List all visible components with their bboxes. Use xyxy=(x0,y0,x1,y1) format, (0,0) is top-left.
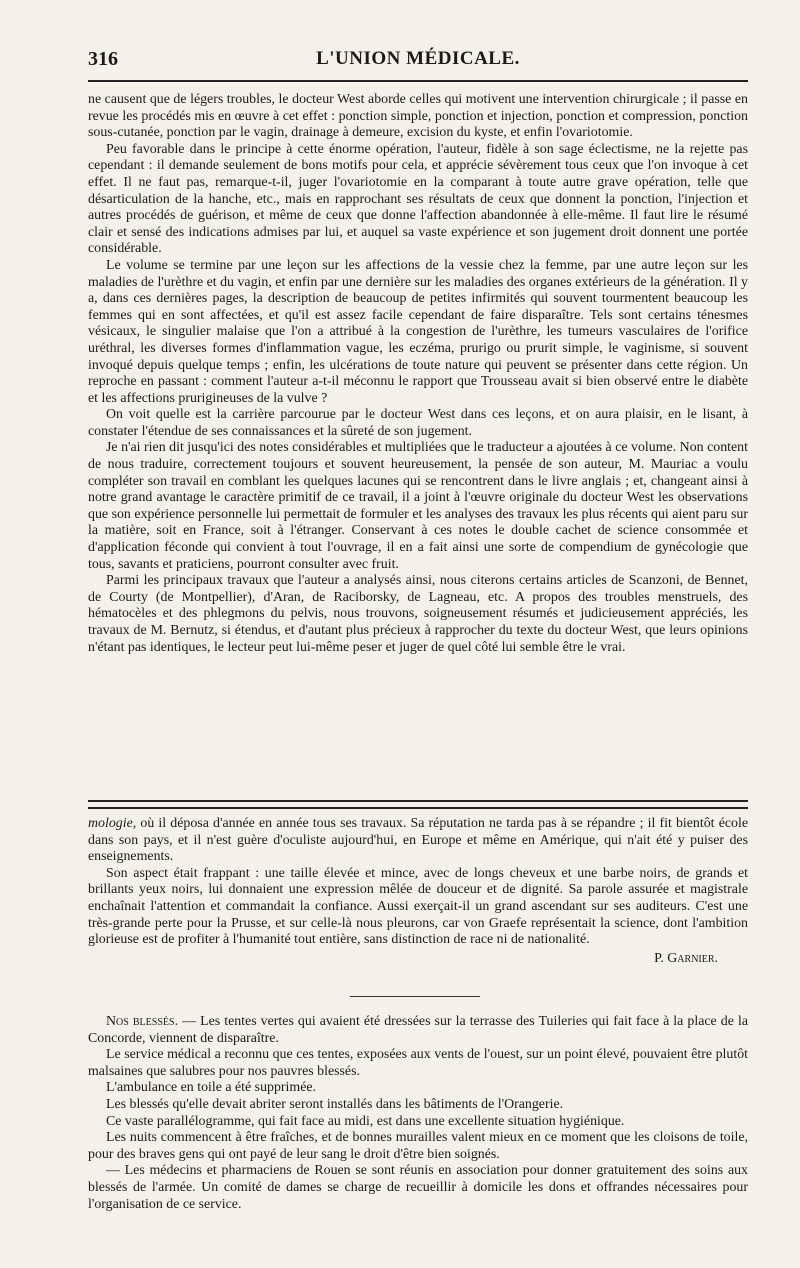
news-paragraph: Ce vaste parallélogramme, qui fait face au midi, est dans une excellente situation hygiénique. xyxy=(106,1113,625,1129)
news-paragraph: L'ambulance en toile a été supprimée. xyxy=(106,1080,317,1096)
news-paragraph: Les nuits commencent à être fraîches, et de bonnes murailles valent mieux en ce moment que les cloisons de toile, pour des braves gens qui ont payé de leur sang le droit d'être bien soignés. xyxy=(88,1130,748,1162)
news-paragraph: — Les médecins et pharmaciens de Rouen se sont réunis en association pour donner gratuitement des soins aux blessés de l'armée. Un comité de dames se charge de recueillir à domicile les dons et offrandes nécessaires pour l'organisation de ce service. xyxy=(88,1163,748,1212)
news-section xyxy=(88,1014,748,1213)
review-paragraph: Je n'ai rien dit jusqu'ici des notes considérables et multipliées que le traducteur a ajoutées à ce volume. Non content de nous traduire, correctement toujours et souvent heureusement, la pensée de son auteur, M. Mauriac a voulu compléter son travail en comblant les quelques lacunes qui se rencontrent dans le livre anglais ; et, changeant ainsi à notre grand avantage le caractère primitif de ce travail, il a joint à l'œuvre originale du docteur West les observations que son expérience personnelle lui permettait de formuler et les analyses des travaux les plus récents qui aient paru sur la matière, soit en France, soit à l'étranger. Conservant à ces notes le double cachet de science consommée et d'application féconde qui convient à tout l'ouvrage, il en a fait ainsi une sorte de compendium de gynécologie que tous, savants et praticiens, pourront consulter avec fruit. xyxy=(88,440,748,572)
review-paragraph: Parmi les principaux travaux que l'auteur a analysés ainsi, nous citerons certains articles de Scanzoni, de Bennet, de Courty (de Montpellier), d'Aran, de Raciborsky, de Lagneau, etc. A propos des troubles menstruels, des hématocèles et des phlegmons du pelvis, nous trouvons, soigneusement résumés et judicieusement appréciés, les travaux de M. Bernutz, si étendus, et d'autant plus précieux à rapprocher du texte du docteur West, que leurs opinions n'étant pas identiques, le lecteur peut lui-même peser et juger de quel côté lui semble être le vrai. xyxy=(88,573,748,655)
review-paragraph: Peu favorable dans le principe à cette énorme opération, l'auteur, fidèle à son sage éclectisme, ne la rejette pas cependant : il demande seulement de bons motifs pour cela, et apprécie sévèrement tous ceux que l'on invoque à cet effet. Il ne faut pas, remarque-t-il, juger l'ovariotomie en la comparant à toute autre grave opération, telle que désarticulation de la hanche, etc., mais en rapprochant ses résultats de ceux que donnent la ponction, l'injection et autres procédés de guérison, et même de ceux que donne l'affection abandonnée à elle-même. Il faut lire le résumé clair et sensé des indications admises par lui, et auquel sa vaste expérience et son jugement droit donnent une portée considérable. xyxy=(88,141,748,257)
author-signature: P. Garnier. xyxy=(654,950,718,966)
news-paragraph xyxy=(88,1014,748,1047)
news-lead-text: — Les tentes vertes qui avaient été dressées sur la terrasse des Tuileries qui fait face à la place de la Concorde, viennent de disparaître. xyxy=(88,1014,748,1046)
news-heading: Nos blessés. xyxy=(106,1014,179,1029)
section-divider xyxy=(350,996,480,997)
feuilleton-text: où il déposa d'année en année tous ses travaux. Sa réputation ne tarda pas à se répandre ; il fit bientôt école dans son pays, et il n'est guère d'oculiste aujourd'hui, en Europe et même en Amérique, qui n'ait été y puiser des enseignements. xyxy=(88,816,748,865)
header-rule xyxy=(88,80,748,82)
review-paragraph: Le volume se termine par une leçon sur les affections de la vessie chez la femme, par une autre leçon sur les maladies de l'urèthre et du vagin, et enfin par une dernière sur les maladies des organes extérieurs de la génération. Il y a, dans ces dernières pages, la description de beaucoup de petites infirmités qui souvent tourmentent beaucoup les femmes qui en sont affectées, et qu'il est assez facile cependant de faire disparaître. Tels sont certains ténesmes vésicaux, le singulier malaise que l'on a attribué à la congestion de l'urèthre, les tumeurs vasculaires de l'orifice uréthral, les diverses formes d'inflammation vague, les eczéma, prurigo ou prurit simple, le vaginisme, si souvent invoqué depuis quelque temps ; enfin, les ulcérations de toute nature qui peuvent se présenter dans cette région. Un reproche en passant : comment l'auteur a-t-il méconnu le rapport que Trousseau avait si bien observé entre le diabète et les affections prurigineuses de la vulve ? xyxy=(88,257,748,406)
review-paragraph: On voit quelle est la carrière parcourue par le docteur West dans ces leçons, et on aura plaisir, en le lisant, à constater l'étendue de ses connaissances et la sûreté de son jugement. xyxy=(88,407,748,439)
review-paragraph: ne causent que de légers troubles, le docteur West aborde celles qui motivent une intervention chirurgicale ; il passe en revue les procédés mis en œuvre à cet effet : ponction simple, ponction et injection, ponction et compression, ponction sous-cutanée, ponction par le vagin, drainage à demeure, excision du kyste, et enfin l'ovariotomie. xyxy=(88,92,748,141)
feuilleton-italic-word: mologie, xyxy=(88,816,137,831)
page-header xyxy=(88,48,748,74)
review-article xyxy=(88,92,748,656)
running-title: L'UNION MÉDICALE. xyxy=(316,48,520,69)
news-paragraph: Le service médical a reconnu que ces tentes, exposées aux vents de l'ouest, sur un point élevé, pouvaient être plutôt malsaines que salubres pour nos pauvres blessés. xyxy=(88,1047,748,1079)
feuilleton-paragraph xyxy=(88,816,748,866)
page-number: 316 xyxy=(88,48,118,70)
news-paragraph: Les blessés qu'elle devait abriter seront installés dans les bâtiments de l'Orangerie. xyxy=(106,1096,564,1112)
feuilleton-separator xyxy=(88,800,748,809)
feuilleton-paragraph: Son aspect était frappant : une taille élevée et mince, avec de longs cheveux et une barbe noirs, de grands et brillants yeux noirs, lui donnaient une expression mêlée de douceur et de dignité. Sa parole assurée et magistrale enchaînait l'attention et commandait la confiance. Aussi exerçait-il un grand ascendant sur ses auditeurs. C'est une très-grande perte pour la Prusse, et sur celle-là nous pleurons, car von Graefe représentait la science, dont l'ambition glorieuse est de profiter à l'humanité tout entière, sans distinction de race ni de nationalité. xyxy=(88,865,748,948)
feuilleton-article xyxy=(88,816,748,967)
